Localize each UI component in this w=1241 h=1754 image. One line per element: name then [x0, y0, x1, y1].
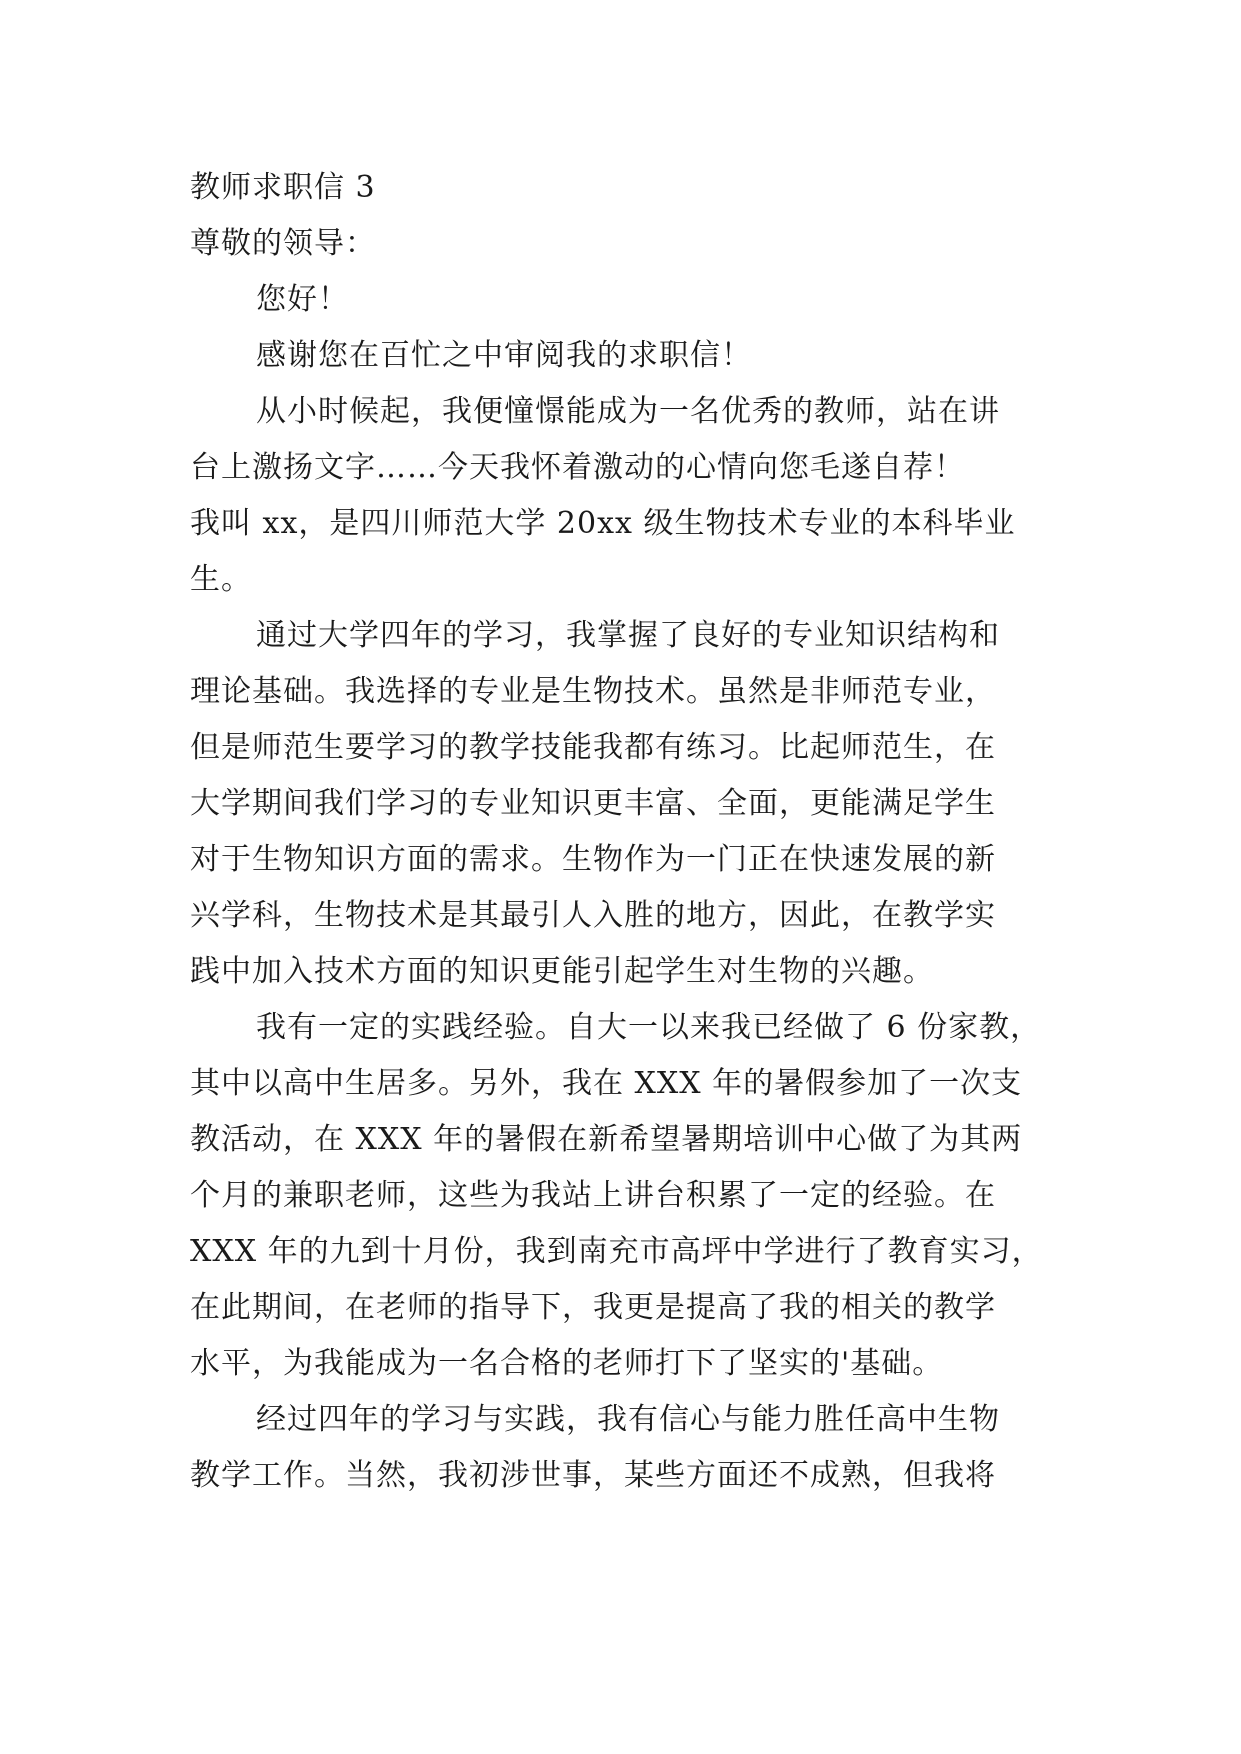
- paragraph-line: 水平，为我能成为一名合格的老师打下了坚实的'基础。: [190, 1346, 944, 1381]
- paragraph-experience: [190, 1000, 1050, 1392]
- paragraph-line: 教活动，在 XXX 年的暑假在新希望暑期培训中心做了为其两: [190, 1122, 1023, 1157]
- paragraph-line: 我有一定的实践经验。自大一以来我已经做了 6 份家教，: [256, 1010, 1042, 1045]
- paragraph-line: 通过大学四年的学习，我掌握了良好的专业知识结构和: [256, 618, 1000, 653]
- paragraph-line: 对于生物知识方面的需求。生物作为一门正在快速发展的新: [190, 842, 996, 877]
- paragraph-confidence: [190, 1392, 1050, 1504]
- paragraph-line: 但是师范生要学习的教学技能我都有练习。比起师范生，在: [190, 730, 996, 765]
- paragraph-line: 我叫 xx，是四川师范大学 20xx 级生物技术专业的本科毕业: [190, 506, 1016, 541]
- paragraph-line: 个月的兼职老师，这些为我站上讲台积累了一定的经验。在: [190, 1178, 996, 1213]
- paragraph-line: XXX 年的九到十月份，我到南充市高坪中学进行了教育实习，: [190, 1234, 1043, 1269]
- paragraph-line: 践中加入技术方面的知识更能引起学生对生物的兴趣。: [190, 954, 934, 989]
- thanks-line: 感谢您在百忙之中审阅我的求职信！: [256, 338, 752, 373]
- greeting: 您好！: [256, 282, 349, 317]
- paragraph-line: 在此期间，在老师的指导下，我更是提高了我的相关的教学: [190, 1290, 996, 1325]
- paragraph-line: 大学期间我们学习的专业知识更丰富、全面，更能满足学生: [190, 786, 996, 821]
- paragraph-line: 教学工作。当然，我初涉世事，某些方面还不成熟，但我将: [190, 1458, 996, 1493]
- paragraph-line: 其中以高中生居多。另外，我在 XXX 年的暑假参加了一次支: [190, 1066, 1023, 1101]
- paragraph-line: 生。: [190, 562, 252, 597]
- paragraph-line: 从小时候起，我便憧憬能成为一名优秀的教师，站在讲: [256, 394, 1000, 429]
- paragraph-line: 经过四年的学习与实践，我有信心与能力胜任高中生物: [256, 1402, 1000, 1437]
- paragraph-intro: [190, 384, 1050, 608]
- paragraph-line: 理论基础。我选择的专业是生物技术。虽然是非师范专业，: [190, 674, 996, 709]
- paragraph-education: [190, 608, 1050, 1000]
- salutation: 尊敬的领导：: [190, 226, 376, 261]
- letter-page: [190, 160, 1050, 1504]
- letter-title: 教师求职信 3: [190, 170, 376, 205]
- paragraph-line: 兴学科，生物技术是其最引人入胜的地方，因此，在教学实: [190, 898, 996, 933]
- paragraph-line: 台上激扬文字……今天我怀着激动的心情向您毛遂自荐！: [190, 450, 965, 485]
